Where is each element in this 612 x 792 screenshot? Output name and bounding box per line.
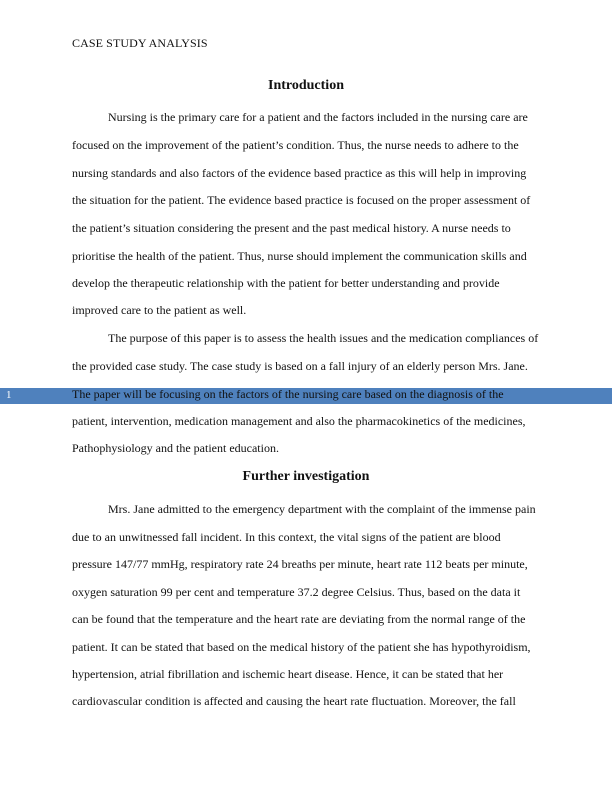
running-head: CASE STUDY ANALYSIS [72,36,208,50]
paragraph-line: improved care to the patient as well. [72,303,247,317]
paragraph-line: patient, intervention, medication management and also the pharmacokinetics of the medicines, [72,414,526,428]
paragraph-line: Pathophysiology and the patient education. [72,441,279,455]
section-heading-further-investigation: Further investigation [242,469,370,484]
page-number: 1 [6,389,12,401]
paragraph-line: prioritise the health of the patient. Thus, nurse should implement the communication skills and [72,249,527,263]
paragraph-line: develop the therapeutic relationship with the patient for better understanding and provide [72,276,500,290]
paragraph-line: Mrs. Jane admitted to the emergency department with the complaint of the immense pain [108,502,536,516]
paragraph-line: cardiovascular condition is affected and causing the heart rate fluctuation. Moreover, the fall [72,694,516,708]
paragraph-line: can be found that the temperature and the heart rate are deviating from the normal range of the [72,612,526,626]
paragraph-line: the provided case study. The case study is based on a fall injury of an elderly person Mrs. Jane. [72,359,528,373]
paragraph-line: The purpose of this paper is to assess the health issues and the medication compliances of [108,331,539,345]
paragraph-line: oxygen saturation 99 per cent and temperature 37.2 degree Celsius. Thus, based on the data it [72,585,521,599]
paragraph-line: pressure 147/77 mmHg, respiratory rate 24 breaths per minute, heart rate 112 beats per minute, [72,557,528,571]
paragraph-line: due to an unwitnessed fall incident. In this context, the vital signs of the patient are blood [72,530,501,544]
paragraph-line: nursing standards and also factors of the evidence based practice as this will help in improving [72,166,527,180]
paragraph-line: hypertension, atrial fibrillation and ischemic heart disease. Hence, it can be stated that her [72,667,504,681]
paragraph-line: Nursing is the primary care for a patient and the factors included in the nursing care are [108,110,528,124]
paragraph-line: The paper will be focusing on the factors of the nursing care based on the diagnosis of the [72,387,504,401]
section-heading-introduction: Introduction [268,78,344,93]
paragraph-line: focused on the improvement of the patient’s condition. Thus, the nurse needs to adhere to the [72,138,519,152]
paragraph-line: the situation for the patient. The evidence based practice is focused on the proper assessment of [72,193,531,207]
paragraph-line: the patient’s situation considering the present and the past medical history. A nurse needs to [72,221,511,235]
paragraph-line: patient. It can be stated that based on the medical history of the patient she has hypothyroidism, [72,640,531,654]
